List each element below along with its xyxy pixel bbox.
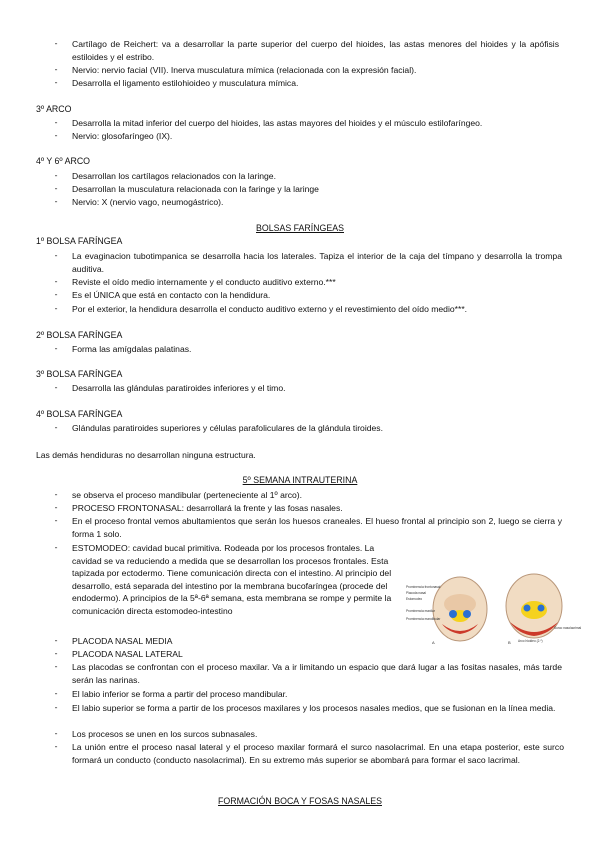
bullet-dash: -: [54, 741, 58, 751]
list-item: Por el exterior, la hendidura desarrolla el conducto auditivo externo y el revestimiento del oído medio***.: [72, 304, 468, 314]
figure-label: Placoda nasal: [406, 591, 427, 595]
list-item: Las placodas se confrontan con el proceso maxilar. Va a ir limitando un espacio que dará lugar a las fositas nasales, más tarde serán las narinas.: [72, 662, 562, 685]
bullet-dash: -: [54, 502, 58, 512]
section-title: 5º SEMANA INTRAUTERINA: [242, 475, 358, 485]
figure-label: Arco hioideo (2.º): [518, 639, 543, 643]
list-item: Desarrolla la mitad inferior del cuerpo del hioides, las astas mayores del hioides y el músculo estilofaríngeo.: [72, 118, 483, 128]
figure-label: A: [432, 640, 435, 645]
section-heading: 4º Y 6º ARCO: [36, 156, 91, 166]
section-heading: 3º BOLSA FARÍNGEA: [36, 369, 123, 379]
list-item: Es el ÚNICA que está en contacto con la hendidura.: [72, 290, 271, 300]
bullet-dash: -: [54, 648, 58, 658]
bullet-dash: -: [54, 688, 58, 698]
embryo-a: [433, 577, 487, 641]
list-item: En el proceso frontal vemos abultamientos que serán los huesos craneales. El hueso frontal al principio son 2, luego se cierra y forma 1 solo.: [72, 516, 562, 539]
section-heading: 2º BOLSA FARÍNGEA: [36, 330, 123, 340]
list-item: Cartílago de Reichert: va a desarrollar la parte superior del cuerpo del hioides, las astas menores del hioides y la apófisis estiloides y el estribo.: [72, 39, 559, 62]
bullet-dash: -: [54, 250, 58, 260]
bullet-dash: -: [54, 170, 58, 180]
list-item: Forma las amígdalas palatinas.: [72, 344, 192, 354]
list-item: PLACODA NASAL LATERAL: [72, 649, 183, 659]
bullet-dash: -: [54, 489, 58, 499]
section-heading: 1º BOLSA FARÍNGEA: [36, 236, 123, 246]
section-title: FORMACIÓN BOCA Y FOSAS NASALES: [218, 796, 382, 806]
bullet-dash: -: [54, 196, 58, 206]
bullet-dash: -: [54, 117, 58, 127]
list-item: Nervio: glosofaríngeo (IX).: [72, 131, 173, 141]
bullet-dash: -: [54, 382, 58, 392]
list-item: Glándulas paratiroides superiores y células parafoliculares de la glándula tiroides.: [72, 423, 383, 433]
bullet-dash: -: [54, 38, 58, 48]
bullet-dash: -: [54, 635, 58, 645]
bullet-dash: -: [54, 702, 58, 712]
list-item: Desarrolla las glándulas paratiroides inferiores y el timo.: [72, 383, 286, 393]
bullet-dash: -: [54, 183, 58, 193]
embryo-face-figure: [406, 572, 582, 646]
section-heading: 3º ARCO: [36, 104, 72, 114]
list-item: El labio superior se forma a partir de los procesos maxilares y los procesos nasales medios, que se fusionan en la línea media.: [72, 703, 556, 713]
bullet-dash: -: [54, 728, 58, 738]
list-item: PLACODA NASAL MEDIA: [72, 636, 173, 646]
bullet-dash: -: [54, 64, 58, 74]
figure-label: B: [508, 640, 511, 645]
list-item: Desarrolla el ligamento estilohioideo y musculatura mímica.: [72, 78, 299, 88]
list-item: Nervio: X (nervio vago, neumogástrico).: [72, 197, 224, 207]
bullet-dash: -: [54, 289, 58, 299]
bullet-dash: -: [54, 542, 58, 552]
bullet-dash: -: [54, 77, 58, 87]
list-item: Los procesos se unen en los surcos subnasales.: [72, 729, 258, 739]
list-item: se observa el proceso mandibular (perteneciente al 1º arco).: [72, 490, 303, 500]
list-item: La unión entre el proceso nasal lateral y el proceso maxilar formará el surco nasolacrimal. En una etapa posterior, este surco formará un conducto (conducto nasolacrimal). En su extremo más superior se abombará para formar el saco lacrimal.: [72, 742, 564, 765]
list-item: Desarrollan los cartílagos relacionados con la laringe.: [72, 171, 276, 181]
figure-label: Prominencia frontonasal: [406, 585, 441, 589]
figure-label: Surco nasolacrimal: [554, 626, 582, 630]
bullet-dash: -: [54, 515, 58, 525]
bullet-dash: -: [54, 276, 58, 286]
list-item: El labio inferior se forma a partir del proceso mandibular.: [72, 689, 288, 699]
bullet-dash: -: [54, 661, 58, 671]
list-item-text: ESTOMODEO: cavidad bucal primitiva. Rodeada por los procesos frontales. La cavidad se va reduciendo a medida que se desarrollan los procesos frontales. Esta tapizada por ectodermo. Tiene comunicación directa con el intestino. Al principio del desarrollo, está separada del intestino por la membrana bucofaríngea (procede del endodermo). A principios de la 5ª-6ª semana, esta membrana se rompe y permite la comunicación directa estomodeo-intestino: [72, 543, 392, 616]
figure-label: Prominencia maxilar: [406, 609, 435, 613]
bullet-dash: -: [54, 303, 58, 313]
figure-label: Estomodeo: [406, 597, 423, 601]
list-item: Desarrollan la musculatura relacionada con la faringe y la laringe: [72, 184, 319, 194]
figure-label: Prominencia mandibular: [406, 617, 441, 621]
bullet-dash: -: [54, 343, 58, 353]
page-title: BOLSAS FARÍNGEAS: [256, 223, 344, 233]
section-heading: 4º BOLSA FARÍNGEA: [36, 409, 123, 419]
list-item: Nervio: nervio facial (VII). Inerva musculatura mímica (relacionada con la expresión facial).: [72, 65, 417, 75]
bullet-dash: -: [54, 130, 58, 140]
list-item: PROCESO FRONTONASAL: desarrollará la frente y las fosas nasales.: [72, 503, 343, 513]
list-item: La evaginacion tubotimpanica se desarrolla hacia los laterales. Tapiza el interior de la caja del tímpano y desarrolla la trompa auditiva.: [72, 251, 562, 274]
note-paragraph: Las demás hendiduras no desarrollan ninguna estructura.: [36, 450, 256, 460]
list-item: Reviste el oído medio internamente y el conducto auditivo externo.***: [72, 277, 336, 287]
bullet-dash: -: [54, 422, 58, 432]
